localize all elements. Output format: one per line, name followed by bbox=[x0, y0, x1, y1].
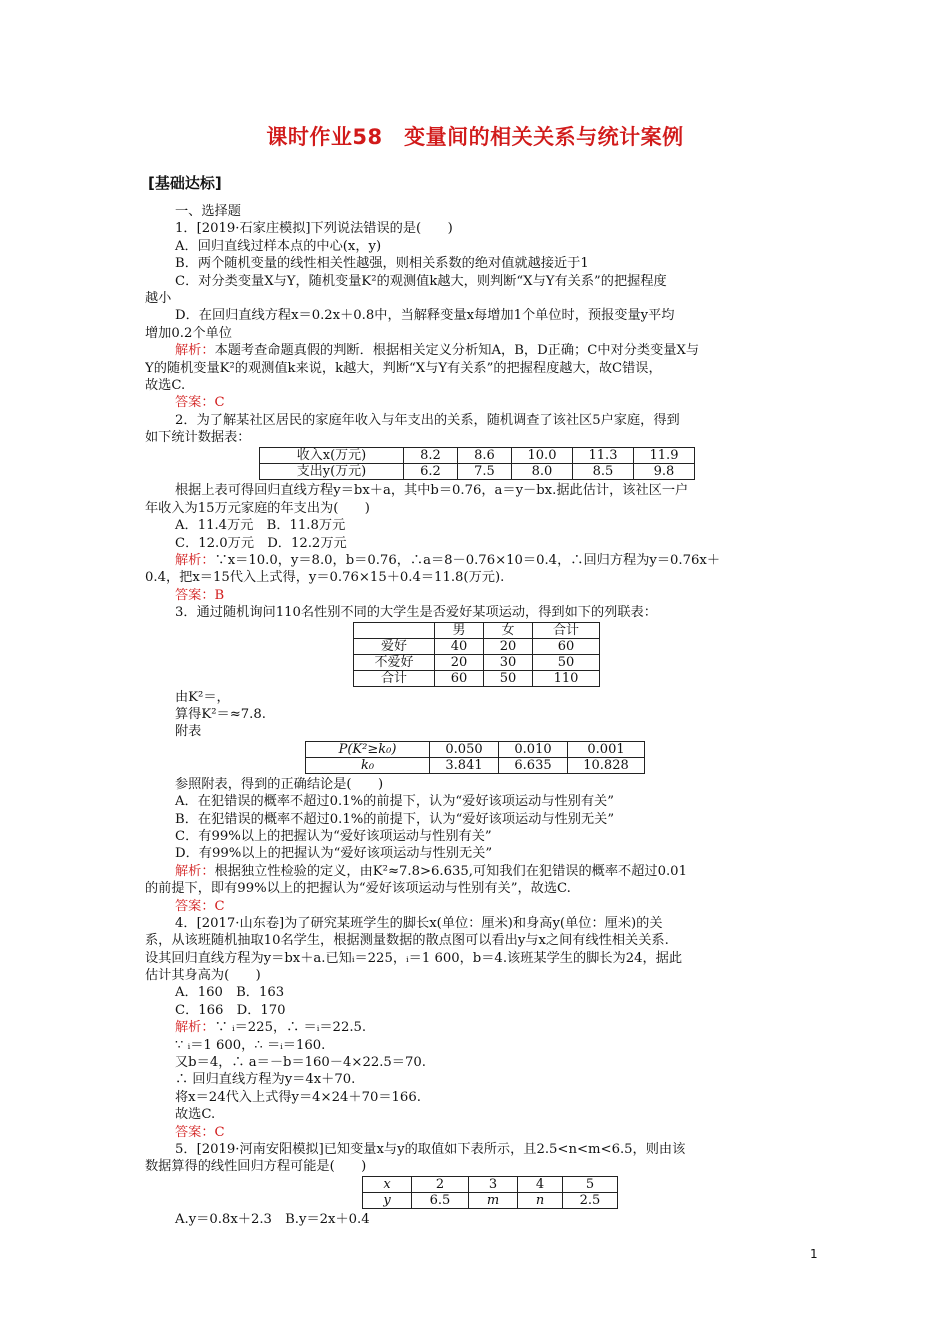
table-row: 收入x(万元) 8.2 8.6 10.0 11.3 11.9 bbox=[260, 448, 695, 464]
q3-stem: 3．通过随机询问110名性别不同的大学生是否爱好某项运动，得到如下的列联表： bbox=[175, 605, 657, 621]
q4-stem: 4．[2017·山东卷]为了研究某班学生的脚长x(单位：厘米)和身高y(单位：厘米)的关 bbox=[175, 915, 663, 931]
table-row: 男 女 合计 bbox=[354, 622, 600, 638]
q2-explanation-2: 0.4，把x＝15代入上式得，y＝0.76×15＋0.4＝11.8(万元). bbox=[145, 570, 505, 586]
table-row: k₀ 3.841 6.635 10.828 bbox=[306, 757, 645, 773]
q1-stem: 1．[2019·石家庄模拟]下列说法错误的是( ) bbox=[175, 221, 453, 237]
section-heading: [基础达标] bbox=[148, 174, 222, 192]
table-row: 不爱好 20 30 50 bbox=[354, 654, 600, 670]
q2-after: 根据上表可得回归直线方程y＝bx＋a，其中b＝0.76，a＝y－bx.据此估计，该社区一户 bbox=[175, 483, 689, 499]
q3-explanation-2: 的前提下，即有99%以上的把握认为“爱好该项运动与性别有关”，故选C. bbox=[145, 881, 571, 897]
q5-options-ab: A.y＝0.8x＋2.3 B.y＝2x＋0.4 bbox=[175, 1211, 370, 1227]
q5-stem: 5．[2019·河南安阳模拟]已知变量x与y的取值如下表所示，且2.5<n<m<6.5，则由该 bbox=[175, 1141, 686, 1157]
q4-explanation-3: 又b＝4，∴ a＝－b＝160－4×22.5＝70. bbox=[175, 1055, 426, 1071]
q5-stem-2: 数据算得的线性回归方程可能是( ) bbox=[145, 1159, 367, 1175]
q4-answer: 答案：C bbox=[175, 1124, 225, 1140]
exercise-content bbox=[145, 203, 808, 1228]
q3-option-c: C．有99%以上的把握认为“爱好该项运动与性别有关” bbox=[175, 828, 492, 844]
table-row: P(K²≥k₀) 0.050 0.010 0.001 bbox=[306, 741, 645, 757]
q4-stem-2: 系，从该班随机抽取10名学生，根据测量数据的散点图可以看出y与x之间有线性相关关系. bbox=[145, 933, 669, 949]
q4-options-ab: A．160 B．163 bbox=[175, 985, 285, 1001]
q1-explanation-3: 故选C. bbox=[145, 377, 186, 393]
part-heading: 一、选择题 bbox=[175, 204, 241, 219]
q2-data-table bbox=[259, 447, 695, 480]
page-title: 课时作业58 变量间的相关关系与统计案例 bbox=[266, 125, 684, 149]
q3-appendix-label: 附表 bbox=[175, 724, 202, 740]
explanation-label: 解析： bbox=[175, 343, 215, 359]
q4-explanation-2: ∵ ᵢ＝1 600，∴ ＝ᵢ＝160. bbox=[175, 1037, 326, 1053]
q5-table-wrap bbox=[145, 1176, 808, 1209]
table-row: x 2 3 4 5 bbox=[363, 1176, 618, 1192]
q2-after-cont: 年收入为15万元家庭的年支出为( ) bbox=[145, 500, 370, 516]
q5-data-table bbox=[362, 1176, 618, 1209]
q4-explanation-6: 故选C. bbox=[175, 1107, 216, 1123]
q1-option-c-cont: 越小 bbox=[145, 290, 172, 306]
table-row: y 6.5 m n 2.5 bbox=[363, 1192, 618, 1208]
q2-stem: 2．为了解某社区居民的家庭年收入与年支出的关系，随机调查了该社区5户家庭，得到 bbox=[175, 412, 680, 428]
q3-option-b: B．在犯错误的概率不超过0.1%的前提下，认为“爱好该项运动与性别无关” bbox=[175, 811, 615, 827]
q2-table-wrap bbox=[145, 447, 808, 480]
table-row: 合计 60 50 110 bbox=[354, 670, 600, 686]
q1-explanation: 解析：本题考查命题真假的判断．根据相关定义分析知A，B，D正确；C中对分类变量X与 bbox=[175, 343, 700, 359]
explanation-label: 解析： bbox=[175, 553, 215, 569]
q1-option-a: A．回归直线过样本点的中心(x，y) bbox=[175, 238, 382, 254]
q1-option-c: C．对分类变量X与Y，随机变量K²的观测值k越大，则判断“X与Y有关系”的把握程度 bbox=[175, 273, 667, 289]
q4-stem-3: 设其回归直线方程为y＝bx＋a.已知ᵢ＝225，ᵢ＝1 600，b＝4.该班某学生的脚长为24，据此 bbox=[145, 950, 683, 966]
q1-explanation-2: Y的随机变量K²的观测值k来说，k越大，判断“X与Y有关系”的把握程度越大，故C错误， bbox=[145, 360, 662, 376]
explanation-label: 解析： bbox=[175, 1020, 215, 1036]
q3-table-wrap bbox=[145, 622, 808, 687]
q3-contingency-table bbox=[353, 622, 600, 687]
q4-explanation-4: ∴ 回归直线方程为y＝4x＋70. bbox=[175, 1072, 356, 1088]
q2-stem-cont: 如下统计数据表： bbox=[145, 430, 251, 446]
table-row: 支出y(万元) 6.2 7.5 8.0 8.5 9.8 bbox=[260, 464, 695, 480]
q3-k-formula: 由K²＝， bbox=[175, 689, 230, 705]
q4-explanation-5: 将x＝24代入上式得y＝4×24＋70＝166. bbox=[175, 1089, 421, 1105]
q1-option-b: B．两个随机变量的线性相关性越强，则相关系数的绝对值就越接近于1 bbox=[175, 256, 589, 272]
q3-option-d: D．有99%以上的把握认为“爱好该项运动与性别无关” bbox=[175, 846, 493, 862]
q4-explanation: 解析：∵ ᵢ＝225，∴ ＝ᵢ＝22.5. bbox=[175, 1020, 367, 1036]
q1-option-d-cont: 增加0.2个单位 bbox=[145, 325, 232, 341]
q3-answer: 答案：C bbox=[175, 898, 225, 914]
q3-explanation: 解析：根据独立性检验的定义，由K²≈7.8>6.635,可知我们在犯错误的概率不超过0.01 bbox=[175, 863, 687, 879]
q3-option-a: A．在犯错误的概率不超过0.1%的前提下，认为“爱好该项运动与性别有关” bbox=[175, 794, 614, 810]
q2-options-cd: C．12.0万元 D．12.2万元 bbox=[175, 535, 347, 551]
table-row: 爱好 40 20 60 bbox=[354, 638, 600, 654]
q4-options-cd: C．166 D．170 bbox=[175, 1002, 286, 1018]
q3-appendix-table-wrap bbox=[145, 741, 808, 774]
q3-appendix-table bbox=[305, 741, 645, 774]
q4-stem-4: 估计其身高为( ) bbox=[145, 968, 261, 984]
q1-answer: 答案：C bbox=[175, 395, 225, 411]
page-number: 1 bbox=[810, 1247, 818, 1261]
q1-option-d: D．在回归直线方程x＝0.2x＋0.8中，当解释变量x每增加1个单位时，预报变量y平均 bbox=[175, 308, 675, 324]
q2-options-ab: A．11.4万元 B．11.8万元 bbox=[175, 518, 346, 534]
q2-answer: 答案：B bbox=[175, 587, 225, 603]
q3-after: 参照附表，得到的正确结论是( ) bbox=[175, 776, 384, 792]
explanation-label: 解析： bbox=[175, 863, 215, 879]
q2-explanation: 解析：∵x＝10.0，y＝8.0，b＝0.76，∴a＝8－0.76×10＝0.4，∴回归方程为y＝0.76x＋ bbox=[175, 553, 721, 569]
q3-k-value: 算得K²＝≈7.8. bbox=[175, 706, 266, 722]
